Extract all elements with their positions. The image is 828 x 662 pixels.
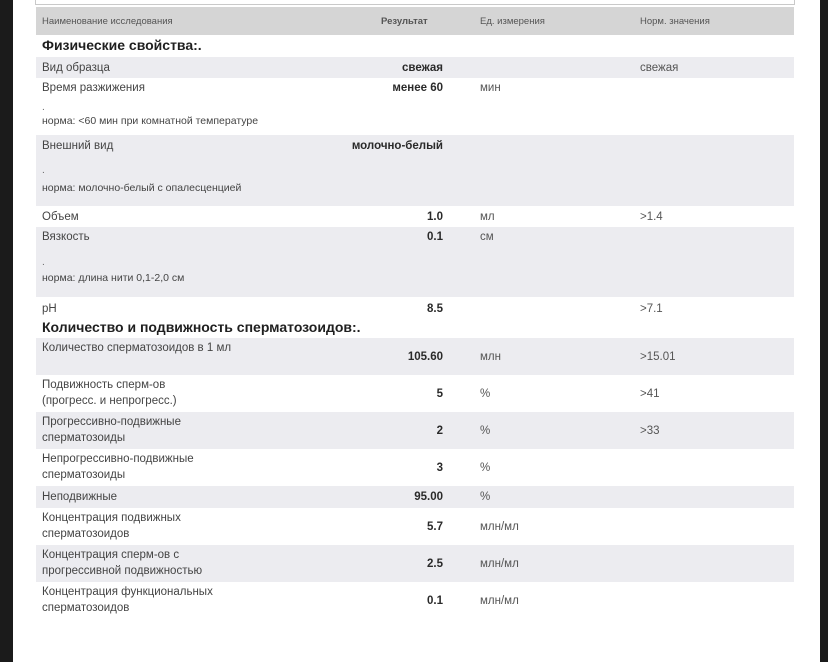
results-table: [36, 7, 794, 619]
row-name: Непрогрессивно-подвижные сперматозоиды: [42, 453, 194, 481]
row-norm: >7.1: [640, 303, 663, 315]
row-note: норма: <60 мин при комнатной температуре: [42, 115, 259, 127]
row-unit: мл: [480, 211, 495, 223]
row-note: норма: молочно-белый с опалесценцией: [42, 182, 242, 194]
row-name: Концентрация сперм-ов с прогрессивной подвижностью: [42, 549, 203, 577]
row-name: Концентрация подвижных сперматозоидов: [42, 512, 181, 540]
row-name: Вязкость: [42, 231, 90, 243]
table-row: [36, 206, 794, 227]
row-unit: %: [480, 425, 491, 437]
table-row: [36, 78, 794, 135]
top-frame: [35, 0, 795, 5]
table-row: [36, 412, 794, 449]
table-row: [36, 57, 794, 78]
row-name: Объем: [42, 211, 79, 223]
row-name: Прогрессивно-подвижные сперматозоиды: [42, 416, 181, 444]
row-norm: >33: [640, 425, 660, 437]
row-unit: см: [480, 231, 494, 243]
row-note: норма: длина нити 0,1-2,0 см: [42, 272, 185, 284]
table-row: [36, 486, 794, 508]
row-name: Подвижность сперм-ов (прогресс. и непрогресс.): [42, 379, 177, 407]
table-header: [36, 7, 794, 35]
row-unit: мин: [480, 82, 501, 94]
row-result: 5.7: [427, 521, 443, 533]
section-title-row: [36, 35, 794, 57]
table-row: [36, 227, 794, 297]
row-norm: >15.01: [640, 351, 676, 363]
row-unit: млн/мл: [480, 558, 519, 570]
row-norm: >1.4: [640, 211, 663, 223]
row-result: менее 60: [392, 82, 443, 94]
row-name: Неподвижные: [42, 491, 118, 503]
row-result: 2.5: [427, 558, 443, 570]
row-result: 0.1: [427, 231, 443, 243]
row-norm: свежая: [640, 62, 679, 74]
table-row: [36, 297, 794, 317]
header-result: Результат: [381, 16, 428, 27]
row-result: 1.0: [427, 211, 443, 223]
row-result: 5: [436, 388, 443, 400]
header-norm: Норм. значения: [640, 16, 710, 27]
report-page: [13, 0, 820, 662]
header-name: Наименование исследования: [42, 16, 173, 27]
row-name: Внешний вид: [42, 140, 114, 152]
row-result: 105.60: [407, 351, 443, 363]
right-dark-border: [820, 0, 828, 662]
row-result: молочно-белый: [351, 140, 443, 152]
row-result: 3: [436, 462, 443, 474]
table-row: [36, 135, 794, 206]
row-name: Концентрация функциональных сперматозоидов: [42, 586, 213, 614]
table-row: [36, 338, 794, 375]
row-norm: >41: [640, 388, 660, 400]
note-marker: .: [42, 102, 45, 113]
row-name: Количество сперматозоидов в 1 мл: [42, 342, 232, 354]
row-unit: %: [480, 462, 491, 474]
section-title: Количество и подвижность сперматозоидов:.: [42, 319, 361, 335]
row-name: pH: [42, 303, 57, 315]
section-title: Физические свойства:.: [42, 37, 202, 53]
row-unit: %: [480, 491, 491, 503]
left-dark-border: [0, 0, 13, 662]
table-row: [36, 545, 794, 582]
table-row: [36, 375, 794, 412]
row-result: свежая: [402, 62, 443, 74]
row-result: 8.5: [427, 303, 443, 315]
row-name: Вид образца: [42, 62, 110, 74]
row-unit: млн/мл: [480, 521, 519, 533]
table-row: [36, 582, 794, 619]
row-unit: %: [480, 388, 491, 400]
section-title-row: [36, 317, 794, 338]
row-unit: млн: [480, 351, 501, 363]
row-result: 0.1: [427, 595, 443, 607]
row-result: 2: [436, 425, 443, 437]
table-row: [36, 449, 794, 486]
table-row: [36, 508, 794, 545]
row-unit: млн/мл: [480, 595, 519, 607]
note-marker: .: [42, 257, 45, 268]
row-result: 95.00: [414, 491, 443, 503]
note-marker: .: [42, 165, 45, 176]
header-unit: Ед. измерения: [480, 16, 545, 27]
row-name: Время разжижения: [42, 82, 145, 94]
